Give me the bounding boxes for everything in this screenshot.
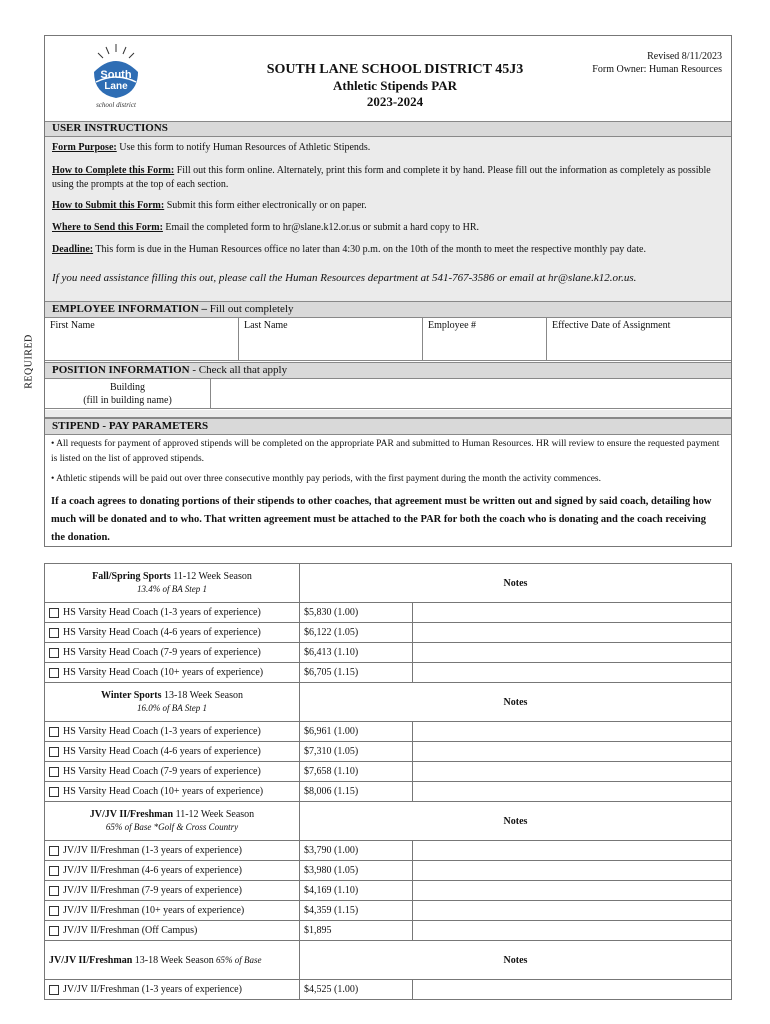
checkbox[interactable] — [49, 767, 59, 777]
svg-text:Lane: Lane — [104, 81, 128, 92]
form-title: Athletic Stipends PAR — [333, 78, 457, 93]
checkbox[interactable] — [49, 926, 59, 936]
section-title: Fall/Spring Sports 11-12 Week Season 13.4% of BA Step 1 — [45, 564, 300, 603]
table-row — [45, 901, 732, 921]
table-row — [45, 643, 732, 663]
building-label: Building (fill in building name) — [45, 379, 211, 408]
checkbox[interactable] — [49, 886, 59, 896]
deadline: Deadline: This form is due in the Human Resources office no later than 4:30 p.m. on the 10th of the month to meet the respective monthly pay date. — [52, 244, 646, 255]
notes-cell[interactable] — [413, 861, 732, 881]
form-owner: Form Owner: Human Resources — [592, 64, 722, 75]
table-row — [45, 762, 732, 782]
notes-cell[interactable] — [413, 841, 732, 861]
school-year: 2023-2024 — [366, 94, 424, 109]
section-header-row — [45, 941, 732, 980]
checkbox[interactable] — [49, 787, 59, 797]
amount: $4,359 (1.15) — [300, 901, 413, 921]
option-cell[interactable]: HS Varsity Head Coach (1-3 years of experience) — [45, 603, 300, 623]
option-cell[interactable]: HS Varsity Head Coach (10+ years of experience) — [45, 782, 300, 802]
first-name-field[interactable]: First Name — [45, 318, 239, 360]
table-row — [45, 623, 732, 643]
how-to-submit: How to Submit this Form: Submit this form either electronically or on paper. — [52, 200, 367, 211]
table-row — [45, 722, 732, 742]
table-row — [45, 782, 732, 802]
option-cell[interactable]: HS Varsity Head Coach (10+ years of experience) — [45, 663, 300, 683]
table-row — [45, 742, 732, 762]
amount: $1,895 — [300, 921, 413, 941]
district-logo — [86, 42, 146, 110]
option-cell[interactable]: JV/JV II/Freshman (Off Campus) — [45, 921, 300, 941]
option-cell[interactable]: JV/JV II/Freshman (4-6 years of experience) — [45, 861, 300, 881]
table-row — [45, 921, 732, 941]
form-purpose: Form Purpose: Use this form to notify Human Resources of Athletic Stipends. — [52, 142, 371, 153]
section-header-row — [45, 564, 732, 603]
district-name: SOUTH LANE SCHOOL DISTRICT 45J3 — [266, 62, 524, 77]
svg-text:school district: school district — [96, 101, 136, 109]
notes-cell[interactable] — [413, 762, 732, 782]
donation-rule: If a coach agrees to donating portions of their stipends to other coaches, that agreement must be written out and signed by said coach, detailing how much will be donated and to who. That written agreement must be attached to the PAR for both the coach who is donating and the coach receiving the donation. — [51, 496, 712, 543]
form-title-block — [240, 62, 550, 110]
amount: $4,169 (1.10) — [300, 881, 413, 901]
notes-header: Notes — [300, 564, 732, 603]
amount: $7,658 (1.10) — [300, 762, 413, 782]
checkbox[interactable] — [49, 648, 59, 658]
where-to-send: Where to Send this Form: Email the completed form to hr@slane.k12.or.us or submit a hard copy to HR. — [52, 222, 480, 233]
notes-cell[interactable] — [413, 921, 732, 941]
how-to-complete: How to Complete this Form: Fill out this form online. Alternately, print this form and complete it by hand. Please fill out the information as completely as possible using the prompts at the top of each section. — [52, 165, 711, 190]
option-cell[interactable]: JV/JV II/Freshman (10+ years of experience) — [45, 901, 300, 921]
checkbox[interactable] — [49, 906, 59, 916]
stipend-table — [44, 563, 732, 1000]
option-cell[interactable]: HS Varsity Head Coach (7-9 years of experience) — [45, 762, 300, 782]
stipend-rule-2: • Athletic stipends will be paid out over three consecutive monthly pay periods, with the first payment during the month the activity commences. — [51, 474, 601, 484]
section-title: JV/JV II/Freshman 11-12 Week Season 65% of Base *Golf & Cross Country — [45, 802, 300, 841]
checkbox[interactable] — [49, 846, 59, 856]
amount: $8,006 (1.15) — [300, 782, 413, 802]
stipend-heading: STIPEND - PAY PARAMETERS — [45, 418, 731, 435]
table-row — [45, 603, 732, 623]
amount: $5,830 (1.00) — [300, 603, 413, 623]
required-side-label: REQUIRED — [23, 334, 35, 389]
revision-info — [592, 50, 722, 76]
employee-number-field[interactable]: Employee # — [423, 318, 547, 360]
option-cell[interactable]: HS Varsity Head Coach (7-9 years of experience) — [45, 643, 300, 663]
user-instructions-heading: USER INSTRUCTIONS — [45, 121, 731, 137]
employee-fields-row — [45, 318, 731, 361]
position-info-heading: POSITION INFORMATION - Check all that apply — [45, 362, 731, 379]
notes-cell[interactable] — [413, 742, 732, 762]
option-cell[interactable]: JV/JV II/Freshman (1-3 years of experience) — [45, 841, 300, 861]
option-cell[interactable]: JV/JV II/Freshman (7-9 years of experience) — [45, 881, 300, 901]
notes-cell[interactable] — [413, 643, 732, 663]
employee-info-heading: EMPLOYEE INFORMATION – Fill out completely — [45, 301, 731, 318]
assistance-note: If you need assistance filling this out, please call the Human Resources department at 541-767-3586 or email at hr@slane.k12.or.us. — [52, 272, 637, 284]
amount: $6,413 (1.10) — [300, 643, 413, 663]
notes-header: Notes — [300, 683, 732, 722]
notes-cell[interactable] — [413, 881, 732, 901]
notes-cell[interactable] — [413, 722, 732, 742]
amount: $3,790 (1.00) — [300, 841, 413, 861]
option-cell[interactable]: HS Varsity Head Coach (4-6 years of experience) — [45, 742, 300, 762]
checkbox[interactable] — [49, 608, 59, 618]
option-cell[interactable]: HS Varsity Head Coach (1-3 years of experience) — [45, 722, 300, 742]
amount: $6,705 (1.15) — [300, 663, 413, 683]
amount: $6,122 (1.05) — [300, 623, 413, 643]
table-row — [45, 881, 732, 901]
notes-header: Notes — [300, 941, 732, 980]
amount: $7,310 (1.05) — [300, 742, 413, 762]
notes-cell[interactable] — [413, 980, 732, 1000]
amount: $6,961 (1.00) — [300, 722, 413, 742]
instructions-panel — [45, 137, 731, 301]
section-header-row — [45, 683, 732, 722]
svg-text:South: South — [100, 69, 132, 81]
section-header-row — [45, 802, 732, 841]
effective-date-field[interactable]: Effective Date of Assignment — [552, 320, 671, 331]
building-field[interactable] — [211, 379, 731, 408]
notes-cell[interactable] — [413, 623, 732, 643]
section-title: Winter Sports 13-18 Week Season 16.0% of BA Step 1 — [45, 683, 300, 722]
building-row — [45, 379, 731, 409]
amount: $4,525 (1.00) — [300, 980, 413, 1000]
notes-cell[interactable] — [413, 782, 732, 802]
checkbox[interactable] — [49, 668, 59, 678]
notes-cell[interactable] — [413, 663, 732, 683]
spacer-row — [45, 410, 731, 418]
checkbox[interactable] — [49, 727, 59, 737]
amount: $3,980 (1.05) — [300, 861, 413, 881]
notes-cell[interactable] — [413, 603, 732, 623]
table-row — [45, 861, 732, 881]
option-cell[interactable]: HS Varsity Head Coach (4-6 years of experience) — [45, 623, 300, 643]
stipend-rule-1: • All requests for payment of approved stipends will be completed on the appropriate PAR and submitted to Human Resources. HR will review to ensure the requested payment is listed on the list of approved stipends. — [51, 439, 720, 464]
checkbox[interactable] — [49, 985, 59, 995]
checkbox[interactable] — [49, 866, 59, 876]
option-cell[interactable]: JV/JV II/Freshman (1-3 years of experience) — [45, 980, 300, 1000]
notes-header: Notes — [300, 802, 732, 841]
table-row — [45, 841, 732, 861]
notes-cell[interactable] — [413, 901, 732, 921]
checkbox[interactable] — [49, 747, 59, 757]
section-title: JV/JV II/Freshman 13-18 Week Season 65% of Base — [45, 941, 300, 980]
revised-date: Revised 8/11/2023 — [647, 51, 722, 62]
checkbox[interactable] — [49, 628, 59, 638]
table-row — [45, 663, 732, 683]
last-name-field[interactable]: Last Name — [239, 318, 423, 360]
table-row — [45, 980, 732, 1000]
